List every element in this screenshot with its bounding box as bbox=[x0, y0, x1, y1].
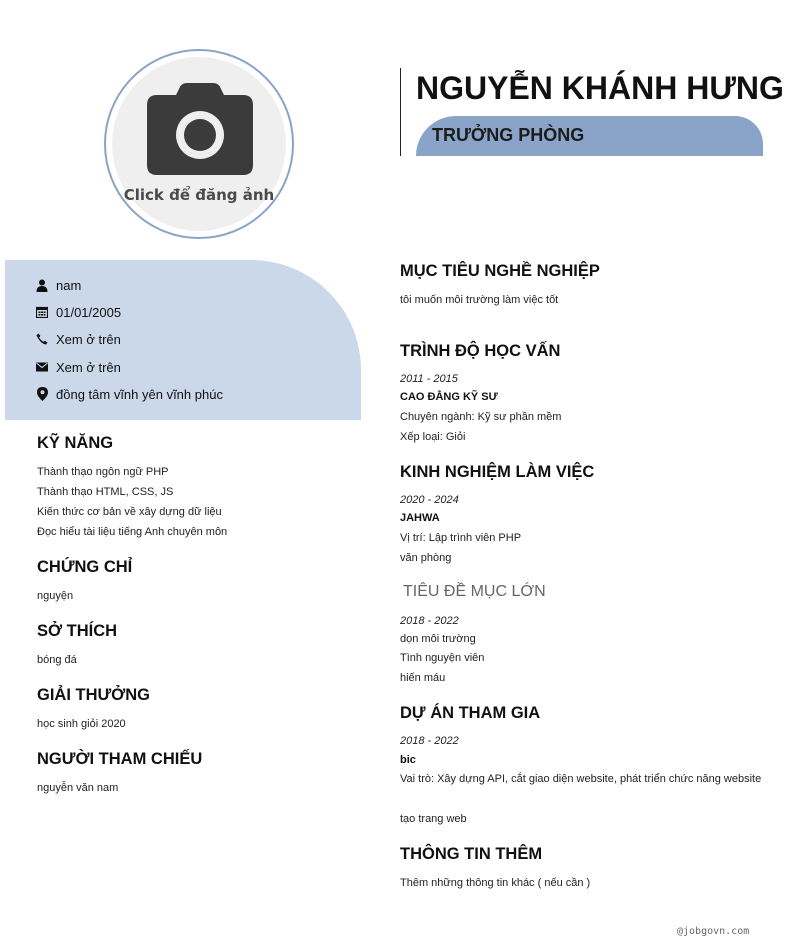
additional-heading[interactable]: THÔNG TIN THÊM bbox=[400, 845, 543, 863]
activities-heading[interactable]: TIÊU ĐỀ MỤC LỚN bbox=[403, 583, 546, 600]
watermark: @jobgovn.com bbox=[677, 926, 750, 937]
certificates-text[interactable]: nguyện bbox=[37, 590, 74, 602]
experience-period[interactable]: 2020 - 2024 bbox=[400, 494, 459, 506]
contact-gender bbox=[35, 275, 81, 295]
skills-heading[interactable]: KỸ NĂNG bbox=[37, 434, 114, 452]
birthday-text[interactable]: 01/01/2005 bbox=[56, 304, 122, 320]
skill-item[interactable]: Thành thạo ngôn ngữ PHP bbox=[37, 466, 169, 478]
activity-item[interactable]: Tình nguyện viên bbox=[400, 652, 485, 664]
education-major[interactable]: Chuyên ngành: Kỹ sư phần mềm bbox=[400, 411, 562, 423]
location-pin-icon bbox=[35, 387, 49, 401]
person-icon bbox=[35, 278, 49, 292]
address-text[interactable]: đồng tâm vĩnh yên vĩnh phúc bbox=[56, 386, 223, 402]
project-detail[interactable]: tạo trang web bbox=[400, 813, 467, 825]
gender-text[interactable]: nam bbox=[56, 277, 82, 293]
position-bar bbox=[416, 116, 763, 156]
experience-company[interactable]: JAHWA bbox=[400, 512, 440, 524]
certificates-heading[interactable]: CHỨNG CHỈ bbox=[37, 558, 133, 576]
projects-heading[interactable]: DỰ ÁN THAM GIA bbox=[400, 704, 541, 722]
avatar-placeholder[interactable] bbox=[112, 57, 286, 231]
contact-birthday bbox=[35, 302, 121, 322]
contact-phone bbox=[35, 329, 121, 349]
objective-heading[interactable]: MỤC TIÊU NGHỀ NGHIỆP bbox=[400, 262, 600, 280]
email-text[interactable]: Xem ở trên bbox=[56, 359, 121, 375]
skill-item[interactable]: Đọc hiểu tài liệu tiếng Anh chuyên môn bbox=[37, 526, 228, 538]
hobbies-text[interactable]: bóng đá bbox=[37, 654, 77, 666]
education-school[interactable]: CAO ĐẲNG KỸ SƯ bbox=[400, 391, 498, 403]
candidate-name[interactable]: NGUYỄN KHÁNH HƯNG bbox=[416, 70, 784, 106]
experience-heading[interactable]: KINH NGHIỆM LÀM VIỆC bbox=[400, 463, 595, 481]
avatar-upload[interactable] bbox=[104, 49, 294, 239]
project-name[interactable]: bic bbox=[400, 754, 416, 766]
experience-role[interactable]: Vị trí: Lập trình viên PHP bbox=[400, 532, 522, 544]
activities-period[interactable]: 2018 - 2022 bbox=[400, 615, 459, 627]
calendar-icon bbox=[35, 305, 49, 319]
project-role[interactable]: Vai trò: Xây dựng API, cắt giao diện website, phát triển chức năng website bbox=[400, 773, 762, 785]
envelope-icon bbox=[35, 360, 49, 374]
avatar-caption: Click để đăng ảnh bbox=[123, 186, 275, 204]
activity-item[interactable]: dọn môi trường bbox=[400, 633, 476, 645]
experience-detail[interactable]: văn phòng bbox=[400, 552, 452, 564]
education-grade[interactable]: Xếp loại: Giỏi bbox=[400, 431, 466, 443]
objective-text[interactable]: tôi muốn môi trường làm việc tốt bbox=[400, 294, 559, 306]
education-period[interactable]: 2011 - 2015 bbox=[400, 373, 458, 385]
skill-item[interactable]: Kiến thức cơ bản về xây dựng dữ liệu bbox=[37, 506, 222, 518]
contact-email bbox=[35, 357, 121, 377]
phone-icon bbox=[35, 332, 49, 346]
position-title[interactable]: TRƯỞNG PHÒNG bbox=[432, 125, 585, 145]
projects-period[interactable]: 2018 - 2022 bbox=[400, 735, 459, 747]
activity-item[interactable]: hiến máu bbox=[400, 672, 446, 684]
awards-text[interactable]: học sinh giỏi 2020 bbox=[37, 718, 126, 730]
references-heading[interactable]: NGƯỜI THAM CHIẾU bbox=[37, 750, 203, 768]
education-heading[interactable]: TRÌNH ĐỘ HỌC VẤN bbox=[400, 342, 561, 360]
camera-icon bbox=[147, 83, 253, 175]
references-text[interactable]: nguyễn văn nam bbox=[37, 782, 119, 794]
awards-heading[interactable]: GIẢI THƯỞNG bbox=[37, 686, 151, 704]
hobbies-heading[interactable]: SỞ THÍCH bbox=[37, 622, 118, 640]
phone-text[interactable]: Xem ở trên bbox=[56, 331, 121, 347]
additional-text[interactable]: Thêm những thông tin khác ( nếu cần ) bbox=[400, 877, 591, 889]
header-divider bbox=[400, 68, 401, 156]
contact-address bbox=[35, 384, 223, 404]
skill-item[interactable]: Thành thạo HTML, CSS, JS bbox=[37, 486, 174, 498]
